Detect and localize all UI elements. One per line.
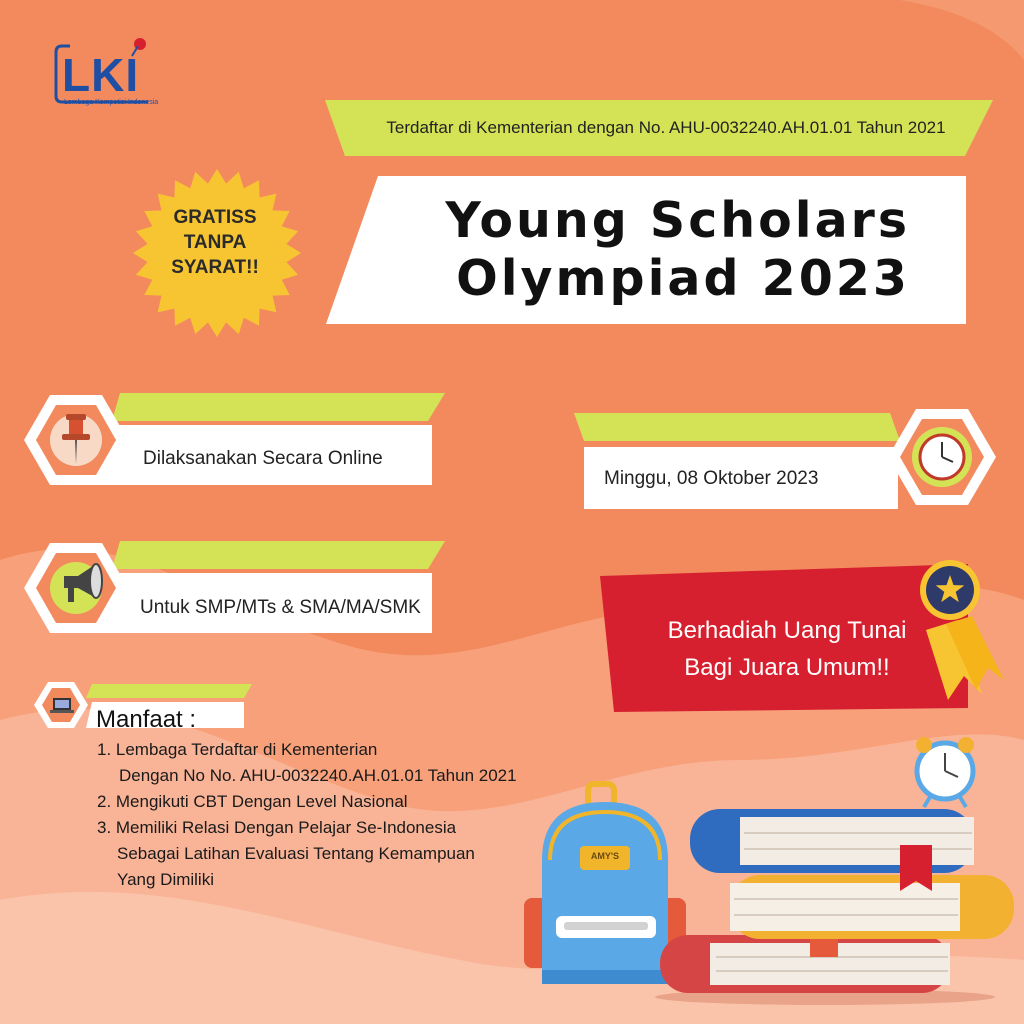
megaphone-icon (56, 558, 108, 608)
pushpin-icon (56, 412, 96, 466)
info-date-text: Minggu, 08 Oktober 2023 (604, 468, 819, 489)
info-audience-text: Untuk SMP/MTs & SMA/MA/SMK (140, 597, 421, 618)
promo-line-1: GRATISS (173, 207, 257, 228)
benefit-line: Yang Dimiliki (117, 870, 214, 889)
promo-badge-text (140, 205, 290, 280)
prize-line-2: Bagi Juara Umum!! (684, 654, 890, 681)
promo-line-3: SYARAT!! (171, 257, 259, 278)
info-mode-text: Dilaksanakan Secara Online (143, 448, 383, 469)
benefit-line: 1. Lembaga Terdaftar di Kementerian (97, 740, 378, 759)
prize-line-1: Berhadiah Uang Tunai (667, 617, 907, 644)
bag-label: AMY'S (590, 851, 620, 861)
logo-subtitle: Lembaga Kompetisi Indonesia (64, 99, 159, 106)
benefit-line: Sebagai Latihan Evaluasi Tentang Kemampuan (117, 844, 475, 863)
promo-line-2: TANPA (183, 232, 247, 253)
registration-text: Terdaftar di Kementerian dengan No. AHU-0032240.AH.01.01 Tahun 2021 (386, 118, 946, 137)
laptop-icon (50, 696, 74, 716)
clock-icon (917, 432, 967, 482)
prize-text (622, 612, 952, 686)
title-line-2: Olympiad 2023 (456, 250, 910, 307)
books-illustration (650, 735, 1020, 1010)
benefit-line: Dengan No No. AHU-0032240.AH.01.01 Tahun 2021 (119, 766, 517, 785)
title-line-1: Young Scholars (445, 192, 910, 249)
benefits-heading: Manfaat : (96, 706, 197, 733)
benefit-line: 2. Mengikuti CBT Dengan Level Nasional (97, 792, 408, 811)
benefit-line: 3. Memiliki Relasi Dengan Pelajar Se-Indonesia (97, 818, 457, 837)
logo-text: LKI (62, 49, 140, 101)
